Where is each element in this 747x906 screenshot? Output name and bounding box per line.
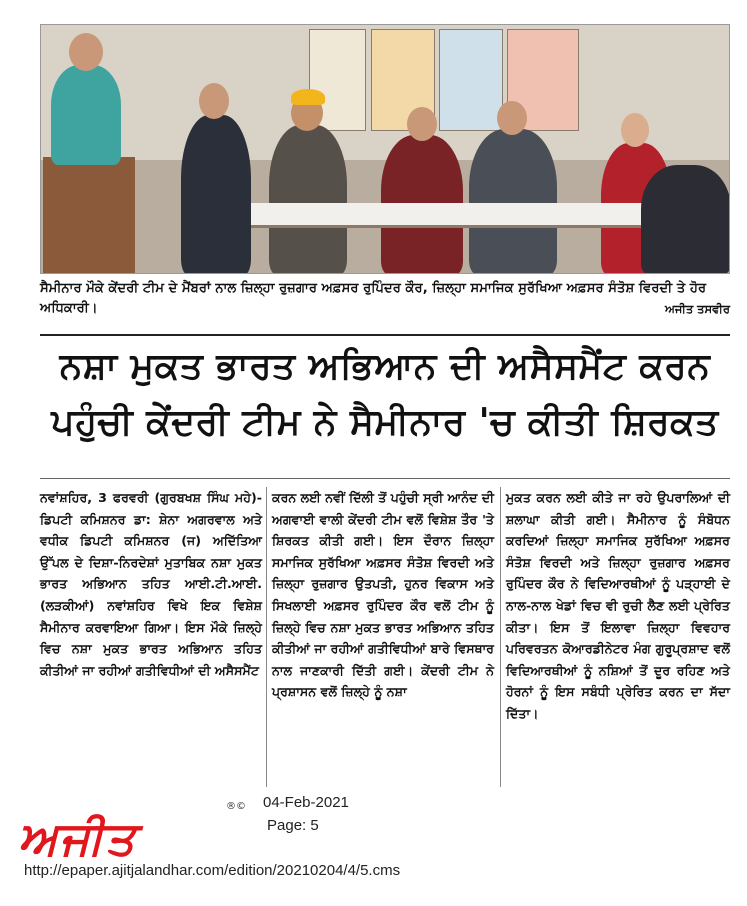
caption-text: ਸੈਮੀਨਾਰ ਮੌਕੇ ਕੇਂਦਰੀ ਟੀਮ ਦੇ ਮੈਂਬਰਾਂ ਨਾਲ ਜ਼ਿਲ੍ਹਾ ਰੁਜ਼ਗਾਰ ਅਫ਼ਸਰ ਰੁਪਿੰਦਰ ਕੌਰ, ਜ਼ਿਲ੍ਹਾ ਸਮਾਜਿਕ ਸੁਰੱਖਿਆ ਅਫ਼ਸਰ ਸੰਤੋਸ਼ ਵਿਰਦੀ ਤੇ ਹੋਰ ਅਧਿਕਾਰੀ। (40, 281, 707, 316)
photo-caption (40, 279, 730, 319)
divider (40, 478, 730, 479)
column-divider (266, 487, 267, 787)
registered-mark: ®© (226, 801, 246, 812)
source-url[interactable]: http://epaper.ajitjalandhar.com/edition/20210204/4/5.cms (24, 862, 401, 879)
page-number: Page: 5 (267, 817, 319, 834)
news-photo (40, 24, 730, 274)
article-column-1: ਨਵਾਂਸ਼ਹਿਰ, 3 ਫਰਵਰੀ (ਗੁਰਬਖਸ਼ ਸਿੰਘ ਮਹੇ)- ਡਿਪਟੀ ਕਮਿਸ਼ਨਰ ਡਾ: ਸ਼ੇਨਾ ਅਗਰਵਾਲ ਅਤੇ ਵਧੀਕ ਡਿਪਟੀ ਕਮਿਸ਼ਨਰ (ਜ) ਅਦਿੱਤਿਆ ਉੱਪਲ ਦੇ ਦਿਸ਼ਾ-ਨਿਰਦੇਸ਼ਾਂ ਮੁਤਾਬਿਕ ਨਸ਼ਾ ਮੁਕਤ ਭਾਰਤ ਅਭਿਆਨ ਤਹਿਤ ਆਈ.ਟੀ.ਆਈ. (ਲੜਕੀਆਂ) ਨਵਾਂਸ਼ਹਿਰ ਵਿਖੇ ਇਕ ਵਿਸ਼ੇਸ਼ ਸੈਮੀਨਾਰ ਕਰਵਾਇਆ ਗਿਆ। ਇਸ ਮੌਕੇ ਜ਼ਿਲ੍ਹੇ ਵਿਚ ਨਸ਼ਾ ਮੁਕਤ ਭਾਰਤ ਅਭਿਆਨ ਤਹਿਤ ਕੀਤੀਆਂ ਜਾ ਰਹੀਆਂ ਗਤੀਵਿਧੀਆਂ ਦੀ ਅਸੈਸਮੈਂਟ (40, 490, 262, 678)
divider (40, 334, 730, 336)
column-divider (500, 487, 501, 787)
headline-line-1: ਨਸ਼ਾ ਮੁਕਤ ਭਾਰਤ ਅਭਿਆਨ ਦੀ ਅਸੈਸਮੈਂਟ ਕਰਨ (59, 345, 711, 387)
article-column-2: ਕਰਨ ਲਈ ਨਵੀਂ ਦਿੱਲੀ ਤੋਂ ਪਹੁੰਚੀ ਸ੍ਰੀ ਆਨੰਦ ਦੀ ਅਗਵਾਈ ਵਾਲੀ ਕੇਂਦਰੀ ਟੀਮ ਵਲੋਂ ਵਿਸ਼ੇਸ਼ ਤੌਰ 'ਤੇ ਸ਼ਿਰਕਤ ਕੀਤੀ ਗਈ। ਇਸ ਦੌਰਾਨ ਜ਼ਿਲ੍ਹਾ ਸਮਾਜਿਕ ਸੁਰੱਖਿਆ ਅਫ਼ਸਰ ਸੰਤੋਸ਼ ਵਿਰਦੀ ਅਤੇ ਜ਼ਿਲ੍ਹਾ ਰੁਜ਼ਗਾਰ ਉਤਪਤੀ, ਹੁਨਰ ਵਿਕਾਸ ਅਤੇ ਸਿਖਲਾਈ ਅਫ਼ਸਰ ਰੁਪਿੰਦਰ ਕੌਰ ਵਲੋਂ ਟੀਮ ਨੂੰ ਜ਼ਿਲ੍ਹੇ ਵਿਚ ਨਸ਼ਾ ਮੁਕਤ ਭਾਰਤ ਅਭਿਆਨ ਤਹਿਤ ਕੀਤੀਆਂ ਜਾ ਰਹੀਆਂ ਗਤੀਵਿਧੀਆਂ ਬਾਰੇ ਵਿਸਥਾਰ ਨਾਲ ਜਾਣਕਾਰੀ ਦਿੱਤੀ ਗਈ। ਕੇਂਦਰੀ ਟੀਮ ਨੇ ਪ੍ਰਸ਼ਾਸਨ ਵਲੋਂ ਜ਼ਿਲ੍ਹੇ ਨੂੰ ਨਸ਼ਾ (272, 490, 495, 700)
headline (40, 338, 730, 450)
article-column-3: ਮੁਕਤ ਕਰਨ ਲਈ ਕੀਤੇ ਜਾ ਰਹੇ ਉਪਰਾਲਿਆਂ ਦੀ ਸ਼ਲਾਘਾ ਕੀਤੀ ਗਈ। ਸੈਮੀਨਾਰ ਨੂੰ ਸੰਬੋਧਨ ਕਰਦਿਆਂ ਜ਼ਿਲ੍ਹਾ ਸਮਾਜਿਕ ਸੁਰੱਖਿਆ ਅਫ਼ਸਰ ਸੰਤੋਸ਼ ਵਿਰਦੀ ਅਤੇ ਜ਼ਿਲ੍ਹਾ ਰੁਜ਼ਗਾਰ ਅਫ਼ਸਰ ਰੁਪਿੰਦਰ ਕੌਰ ਨੇ ਵਿਦਿਆਰਥੀਆਂ ਨੂੰ ਪੜ੍ਹਾਈ ਦੇ ਨਾਲ-ਨਾਲ ਖੇਡਾਂ ਵਿਚ ਵੀ ਰੁਚੀ ਲੈਣ ਲਈ ਪ੍ਰੇਰਿਤ ਕੀਤਾ। ਇਸ ਤੋਂ ਇਲਾਵਾ ਜ਼ਿਲ੍ਹਾ ਵਿਵਹਾਰ ਪਰਿਵਰਤਨ ਕੋਆਰਡੀਨੇਟਰ ਮੰਗ ਗੁਰੂਪ੍ਰਸ਼ਾਦ ਵਲੋਂ ਵਿਦਿਆਰਥੀਆਂ ਨੂੰ ਨਸ਼ਿਆਂ ਤੋਂ ਦੂਰ ਰਹਿਣ ਅਤੇ ਹੋਰਨਾਂ ਨੂੰ ਇਸ ਸਬੰਧੀ ਪ੍ਰੇਰਿਤ ਕਰਨ ਦਾ ਸੱਦਾ ਦਿੱਤਾ। (506, 490, 730, 721)
ajit-logo: ਅਜੀਤ (18, 811, 137, 865)
photo-credit: ਅਜੀਤ ਤਸਵੀਰ (664, 302, 730, 316)
edition-date: 04-Feb-2021 (263, 794, 349, 811)
headline-line-2: ਪਹੁੰਚੀ ਕੇਂਦਰੀ ਟੀਮ ਨੇ ਸੈਮੀਨਾਰ 'ਚ ਕੀਤੀ ਸ਼ਿਰਕਤ (51, 401, 719, 443)
